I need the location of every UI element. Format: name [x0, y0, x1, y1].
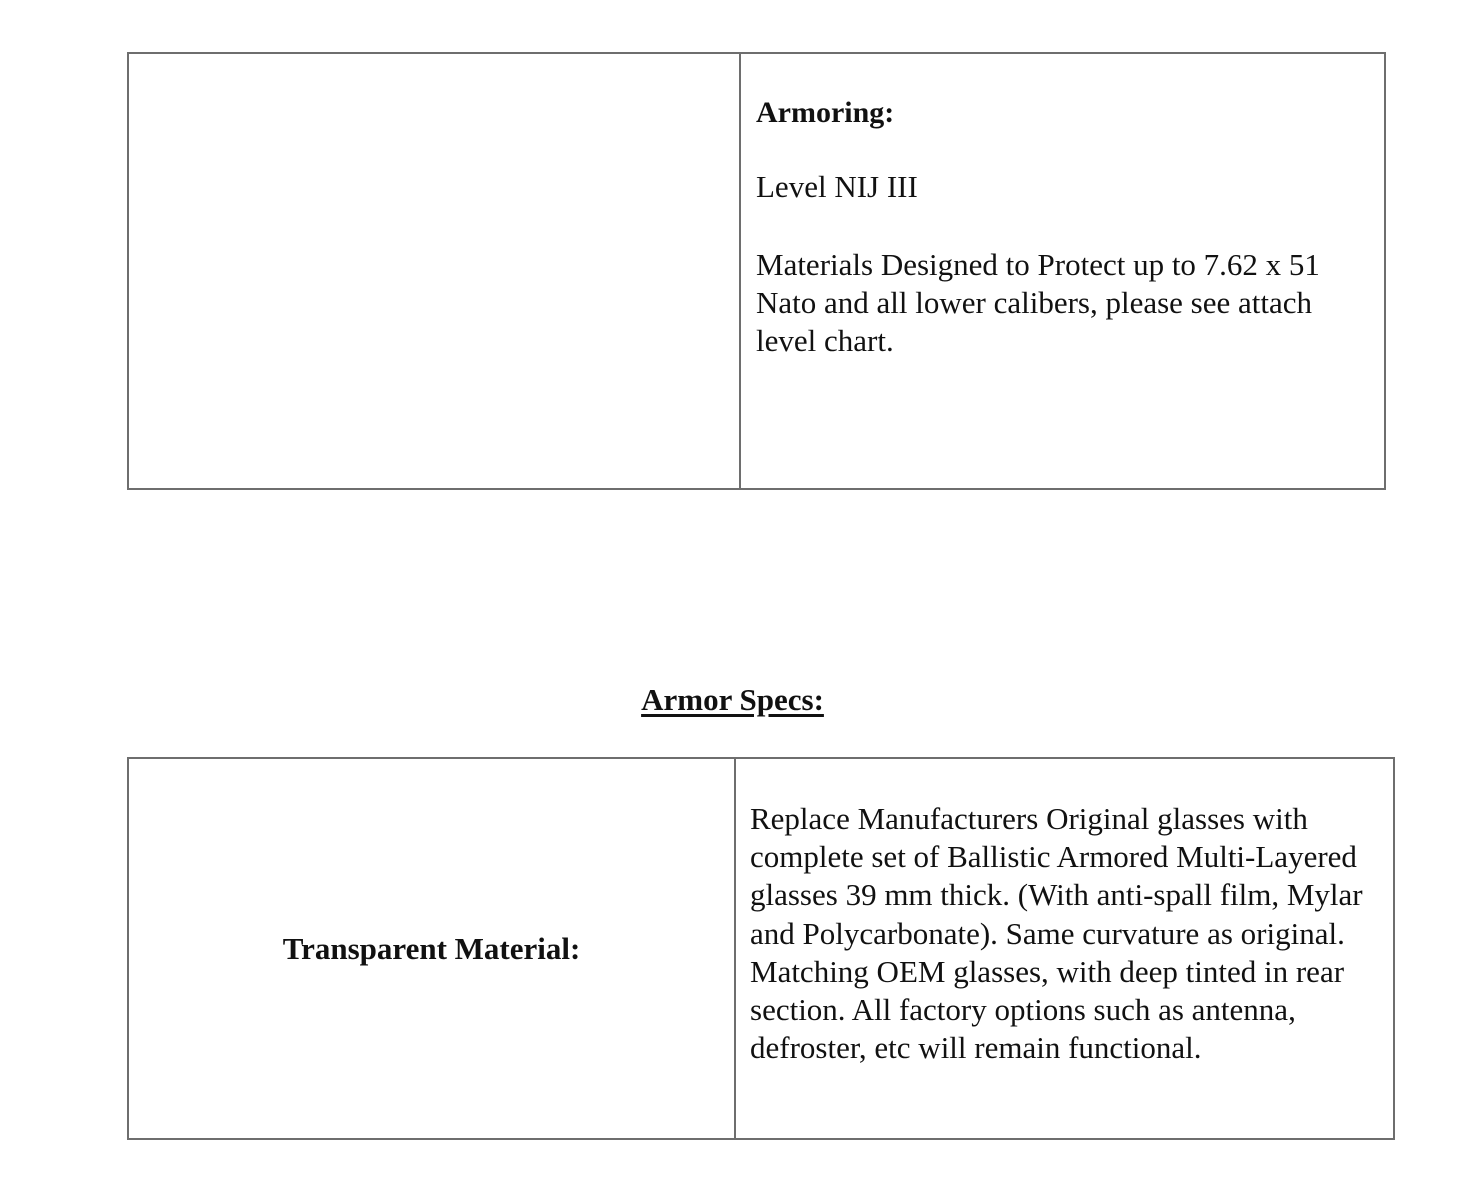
armoring-level: Level NIJ III — [756, 169, 918, 204]
armoring-description: Materials Designed to Protect up to 7.62 x 51 Nato and all lower calibers, please see attach level chart. — [756, 247, 1320, 358]
armor-specs-table — [127, 757, 1395, 1140]
section-title: Armor Specs: — [641, 682, 824, 717]
transparent-material-description-cell — [736, 759, 1393, 1138]
armoring-table-empty-cell — [129, 54, 741, 488]
transparent-material-description: Replace Manufacturers Original glasses with complete set of Ballistic Armored Multi-Layered glasses 39 mm thick. (With anti-spall film, Mylar and Polycarbonate). Same curvature as original. Matching OEM glasses, with deep tinted in rear section. All factory options such as antenna, defroster, etc will remain functional. — [750, 801, 1363, 1066]
transparent-material-label: Transparent Material: — [282, 930, 581, 966]
armoring-table-content-cell — [741, 54, 1384, 488]
transparent-material-label-cell — [129, 759, 736, 1138]
armoring-heading: Armoring: — [756, 96, 895, 129]
armoring-table — [127, 52, 1386, 490]
